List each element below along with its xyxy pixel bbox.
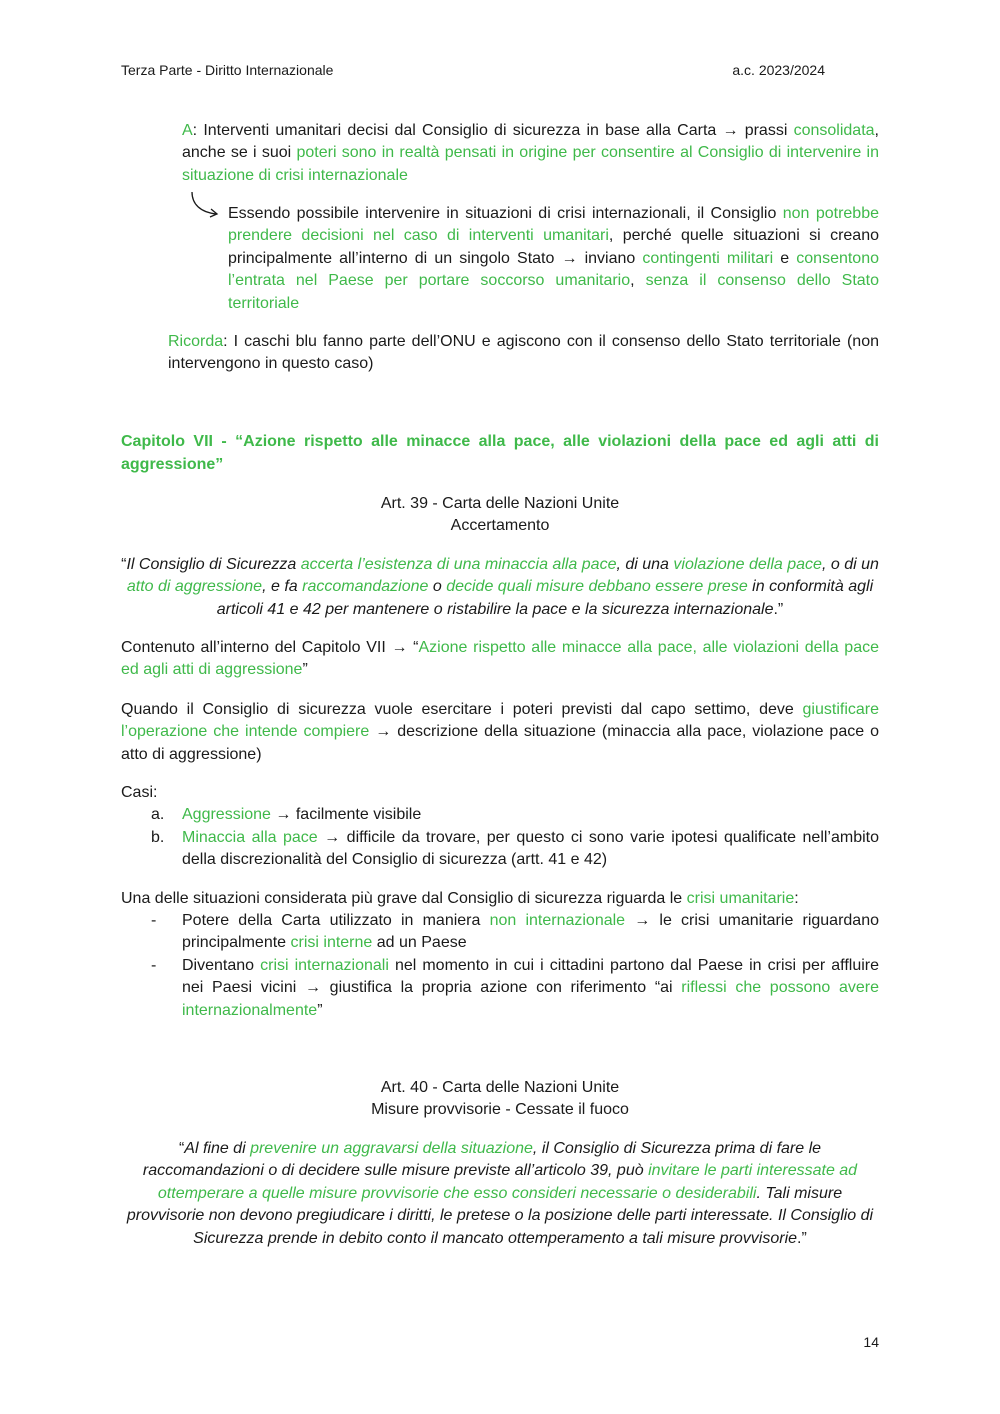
b2-text: ” [317, 1001, 323, 1019]
casi-text: → difficile da trovare, per questo ci sono varie ipotesi qualificate nell’ambito della discrezionalità del Consiglio di sicurezza (artt. 41 e 42) [182, 829, 880, 869]
b2-text: nel momento in cui i cittadini partono dal Paese in crisi per affluire nei Paesi vicini → giustifica la propria azione con riferimento “ai [182, 957, 880, 997]
casi-highlight: Minaccia alla pace [182, 829, 318, 846]
casi-text: → facilmente visibile [270, 806, 422, 823]
b1-highlight: crisi interne [290, 934, 373, 952]
quando-paragraph [121, 699, 879, 766]
q-highlight: decide quali misure debbano essere prese [446, 578, 748, 596]
a-text-2: , anche se i suoi [182, 122, 879, 162]
q-highlight: violazione della pace [673, 556, 822, 573]
a-text-1: : Interventi umanitari decisi dal Consiglio di sicurezza in base alla Carta → prassi [192, 122, 794, 139]
a-highlight-2: poteri sono in realtà pensati in origine per consentire al Consiglio di intervenire in situazione di crisi internazionale [182, 144, 879, 184]
casi-highlight: Aggressione [182, 806, 271, 823]
art39-quote [121, 554, 879, 621]
casi-marker-a: a. [151, 806, 165, 823]
casi-marker-b: b. [151, 829, 165, 846]
b1-text: ad un Paese [372, 934, 467, 952]
art39-subtitle: Accertamento [450, 517, 550, 534]
b2-highlight: riflessi che possono avere internazionalmente [182, 979, 880, 1019]
q-highlight: prevenire un aggravarsi della situazione [250, 1140, 533, 1157]
q-highlight: atto di aggressione [126, 578, 263, 596]
q-text: o [428, 578, 447, 596]
contenuto-text-1: Contenuto all’interno del Capitolo VII → “ [121, 639, 419, 656]
contenuto-highlight: Azione rispetto alle minacce alla pace, alle violazioni della pace ed agli atti di aggressione [121, 639, 879, 679]
b2-highlight: crisi internazionali [260, 957, 389, 974]
sub-highlight-1: non potrebbe prendere decisioni nel caso di interventi umanitari [228, 205, 879, 245]
q-text: , il Consiglio di Sicurezza prima di fare le raccomandazioni o di decidere sulle misure previste all’articolo 39, può [142, 1140, 822, 1180]
sub-paragraph [228, 203, 879, 315]
sub-text-3: e [773, 249, 797, 267]
casi-item-b [182, 827, 879, 872]
header-left: Terza Parte - Diritto Internazionale [121, 62, 334, 78]
art39-title: Art. 39 - Carta delle Nazioni Unite [380, 495, 620, 512]
sit-highlight: crisi umanitarie [686, 890, 795, 907]
casi-label: Casi: [121, 784, 158, 801]
a-highlight-1: consolidata [793, 122, 875, 139]
b1-text: Potere della Carta utilizzato in maniera [182, 912, 490, 929]
ricorda-text: : I caschi blu fanno parte dell’ONU e agiscono con il consenso dello Stato territoriale (non intervengono in questo caso) [168, 333, 879, 373]
curved-arrow-icon [186, 190, 228, 220]
b1-text: → le crisi umanitarie riguardano principalmente [182, 912, 880, 952]
situazioni-bullet-2 [182, 955, 879, 1022]
quote-open: “ [178, 1140, 185, 1157]
q-text: Il Consiglio di Sicurezza [126, 556, 301, 573]
sit-text-2: : [794, 890, 799, 907]
situazioni-paragraph [121, 888, 879, 910]
intro-a-paragraph [182, 120, 879, 187]
q-highlight: invitare le parti interessate ad ottemperare a quelle misure provvisorie che esso consideri necessarie o desiderabili [157, 1162, 858, 1202]
a-label: A [182, 122, 193, 139]
header-right: a.c. 2023/2024 [732, 62, 825, 78]
quando-text-1: Quando il Consiglio di sicurezza vuole esercitare i poteri previsti dal capo settimo, deve [121, 701, 803, 718]
sub-text-4: , [630, 272, 646, 290]
sub-text-2: , perché quelle situazioni si creano principalmente all’interno di un singolo Stato → inviano [228, 227, 879, 267]
sub-highlight-3: consentono l’entrata nel Paese per portare soccorso umanitario [228, 249, 879, 290]
q-highlight: accerta l’esistenza di una minaccia alla pace [300, 556, 617, 573]
q-text: Al fine di [184, 1140, 251, 1157]
chapter-heading: Capitolo VII - “Azione rispetto alle minacce alla pace, alle violazioni della pace ed agli atti di aggressione” [121, 433, 879, 473]
quote-close: .” [773, 600, 784, 618]
sub-highlight-4: senza il consenso dello Stato territoriale [228, 272, 880, 312]
quando-text-2: → descrizione della situazione (minaccia alla pace, violazione pace o atto di aggressione) [121, 723, 879, 763]
quote-close: .” [797, 1229, 807, 1247]
contenuto-text-2: ” [302, 661, 308, 679]
q-text: . Tali misure provvisorie non devono pregiudicare i diritti, le pretese o la posizione delle parti interessate. Il Consiglio di Sicurezza prende in debito conto il mancato ottemperamento a tali misure provvisorie [126, 1184, 874, 1247]
art40-quote [121, 1138, 879, 1250]
art40-subtitle: Misure provvisorie - Cessate il fuoco [371, 1101, 629, 1118]
q-text: , di una [616, 556, 674, 573]
q-highlight: raccomandazione [302, 578, 429, 596]
bullet-marker: - [151, 957, 157, 974]
sub-highlight-2: contingenti militari [642, 249, 774, 267]
casi-item-a [182, 804, 879, 826]
quando-highlight: giustificare l’operazione che intende compiere [121, 701, 879, 741]
ricorda-paragraph [168, 331, 879, 376]
page-number: 14 [863, 1334, 879, 1350]
contenuto-paragraph [121, 637, 879, 682]
bullet-marker: - [151, 912, 157, 929]
sub-text-1: Essendo possibile intervenire in situazioni di crisi internazionali, il Consiglio [228, 205, 783, 222]
ricorda-label: Ricorda [168, 333, 224, 350]
q-text: , o di un [821, 556, 879, 573]
sit-text-1: Una delle situazioni considerata più grave dal Consiglio di sicurezza riguarda le [121, 890, 687, 907]
art40-title: Art. 40 - Carta delle Nazioni Unite [380, 1079, 620, 1096]
b2-text: Diventano [182, 957, 261, 974]
q-text: , e fa [262, 578, 303, 596]
b1-highlight: non internazionale [489, 912, 626, 929]
quote-open: “ [121, 556, 127, 573]
q-text: in conformità agli articoli 41 e 42 per mantenere o ristabilire la pace e la sicurezza internazionale [216, 578, 874, 618]
situazioni-bullet-1 [182, 910, 879, 955]
